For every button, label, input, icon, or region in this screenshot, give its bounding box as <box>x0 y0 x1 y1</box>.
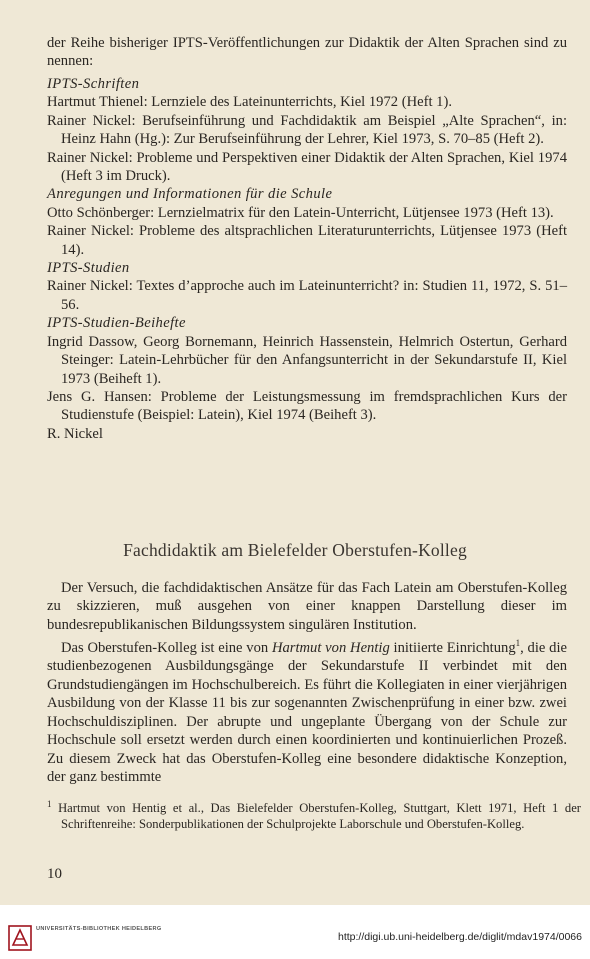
bibliography-entry: Otto Schönberger: Lernzielmatrix für den Latein-Unterricht, Lütjensee 1973 (Heft 13). <box>47 204 554 221</box>
footer-bar <box>0 905 590 959</box>
bibliography-entry: Jens G. Hansen: Probleme der Leistungsmessung im fremdsprachlichen Kurs der Studienstufe (Beispiel: Latein), Kiel 1974 (Beiheft 3). <box>47 388 567 424</box>
footnote-number: 1 <box>47 799 52 809</box>
page-number: 10 <box>47 866 62 882</box>
bibliography-entry: Rainer Nickel: Textes d’approche auch im Lateinunterricht? in: Studien 11, 1972, S. 51–56. <box>47 278 567 313</box>
paragraph <box>47 634 567 786</box>
author-signature: R. Nickel <box>47 425 103 442</box>
author-name: Hartmut von Hentig <box>271 640 390 657</box>
section-heading: IPTS-Studien <box>47 260 130 277</box>
bibliography-entry: Rainer Nickel: Berufseinführung und Fachdidaktik am Beispiel „Alte Sprachen“, in: Heinz Hahn (Hg.): Zur Berufseinführung der Lehrer, Kiel 1973, S. 70–85 (Heft 2). <box>47 112 567 148</box>
bibliography-entry: Rainer Nickel: Probleme und Perspektiven einer Didaktik der Alten Sprachen, Kiel 1974 (Heft 3 im Druck). <box>47 149 567 185</box>
bibliography-entry: Ingrid Dassow, Georg Bornemann, Heinrich Hassenstein, Helmrich Ostertun, Gerhard Steinger: Latein-Lehrbücher für den Anfangsunterricht in der Sekundarstufe II, Kiel 1973 (Beiheft 1). <box>47 333 567 387</box>
section-heading: IPTS-Schriften <box>47 76 140 92</box>
paragraph-text: Das Oberstufen-Kolleg ist eine von <box>61 640 272 657</box>
article-body <box>47 579 567 786</box>
footnote-reference: 1 <box>515 638 521 649</box>
bibliography <box>47 75 567 443</box>
paragraph-text: initiierte Einrichtung <box>389 640 516 657</box>
bibliography-entry: Rainer Nickel: Probleme des altsprachlichen Literaturunterrichts, Lütjensee 1973 (Heft 14). <box>47 223 567 258</box>
library-name: UNIVERSITÄTS-BIBLIOTHEK HEIDELBERG <box>36 926 162 932</box>
intro-paragraph: der Reihe bisheriger IPTS-Veröffentlichungen zur Didaktik der Alten Sprachen sind zu nennen: <box>47 35 567 70</box>
footnote-text: Hartmut von Hentig et al., Das Bielefelder Oberstufen-Kolleg, Stuttgart, Klett 1971, Heft 1 der Schriftenreihe: Sonderpublikationen der Schulprojekte Laborschule und Oberstufen-Kolleg. <box>51 801 581 832</box>
bibliography-entry: Hartmut Thienel: Lernziele des Lateinunterrichts, Kiel 1972 (Heft 1). <box>47 94 452 111</box>
source-url-link[interactable]: http://digi.ub.uni-heidelberg.de/diglit/mdav1974/0066 <box>337 931 582 943</box>
paragraph-text: , die die studienbezogenen Ausbildungsgänge der Sekundarstufe II verbindet mit den Grundstudiengängen im Hochschulbereich. Es führt die Kollegiaten in einer vierjährigen Ausbildung von der Klasse 11 bis zur sogenannten Zwischenprüfung in einer bzw. zwei Hochschuldisziplinen. Der abrupte und ungeplante Übergang von der Schule zur Hochschule soll ersetzt werden durch einen koordinierten und kontinuierlichen Prozeß. Zu diesem Zweck hat das Oberstufen-Kolleg eine besondere didaktische Konzeption, der ganz bestimmte <box>47 640 567 785</box>
footnote <box>47 796 581 832</box>
university-seal-icon <box>8 925 32 951</box>
section-heading: Anregungen und Informationen für die Schule <box>47 186 333 203</box>
section-heading: IPTS-Studien-Beihefte <box>47 315 186 332</box>
paragraph: Der Versuch, die fachdidaktischen Ansätze für das Fach Latein am Oberstufen-Kolleg zu skizzieren, muß ausgehen von einer knappen Darstellung dieser im bundesrepublikanischen Bildungssystem singulären Institution. <box>47 580 567 633</box>
article-title: Fachdidaktik am Bielefelder Oberstufen-Kolleg <box>123 540 467 560</box>
